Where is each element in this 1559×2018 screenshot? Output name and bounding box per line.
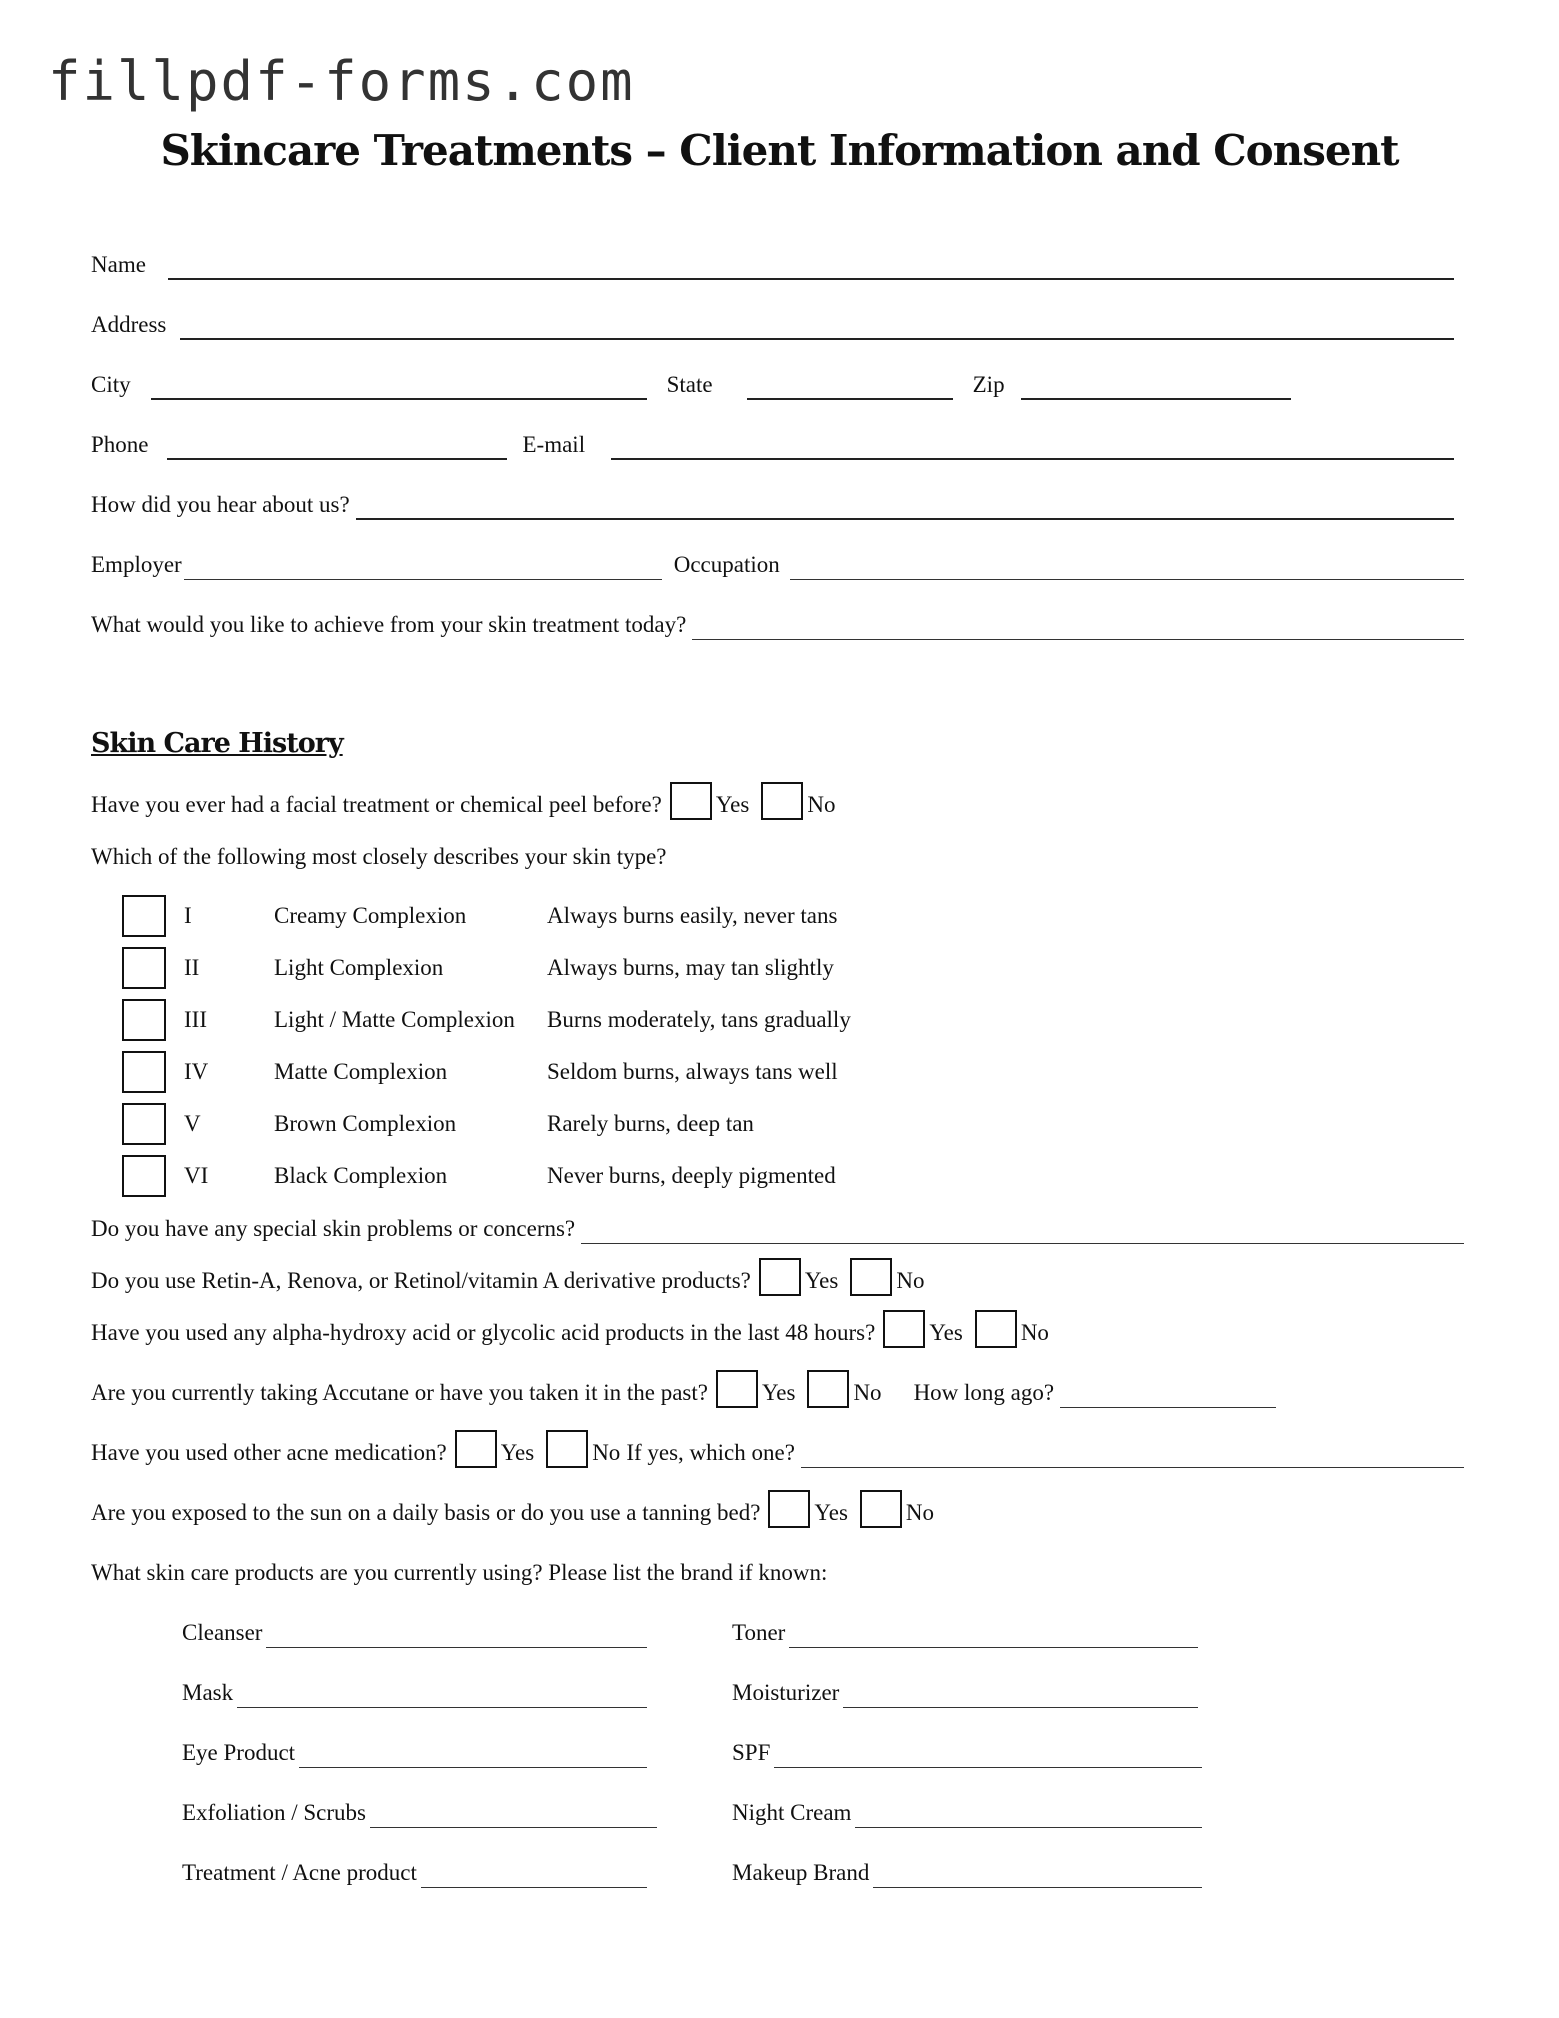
state-label: State — [666, 372, 713, 397]
skin-type-description: Creamy Complexion — [274, 903, 467, 928]
phone-email-row — [91, 420, 1464, 460]
name-field[interactable] — [168, 250, 1454, 280]
acne-yes-checkbox[interactable] — [455, 1430, 497, 1468]
yes-label: Yes — [814, 1500, 848, 1525]
skin-type-description: Light / Matte Complexion — [274, 1007, 515, 1032]
employer-occupation-row — [91, 540, 1464, 580]
skin-type-note: Always burns easily, never tans — [547, 903, 838, 928]
address-label: Address — [91, 312, 167, 337]
how-long-field[interactable] — [1060, 1379, 1276, 1408]
how-long-label: How long ago? — [913, 1380, 1055, 1405]
phone-field[interactable] — [167, 430, 507, 460]
acne-which-field[interactable] — [801, 1439, 1464, 1468]
city-state-zip-row — [91, 360, 1464, 400]
skin-type-checkbox[interactable] — [122, 1051, 166, 1093]
product-row — [732, 1848, 1202, 1888]
product-label: Moisturizer — [732, 1680, 840, 1705]
accutane-row — [91, 1368, 1286, 1408]
product-row — [732, 1788, 1202, 1828]
state-field[interactable] — [747, 370, 953, 400]
skin-type-description: Matte Complexion — [274, 1059, 448, 1084]
no-label: No — [1020, 1320, 1049, 1345]
product-row — [732, 1608, 1198, 1648]
product-field[interactable] — [855, 1799, 1202, 1828]
product-field[interactable] — [774, 1739, 1202, 1768]
skin-type-checkbox[interactable] — [122, 1103, 166, 1145]
product-label: Makeup Brand — [732, 1860, 870, 1885]
alpha-row — [91, 1308, 1053, 1348]
product-label: Eye Product — [182, 1740, 296, 1765]
alpha-question: Have you used any alpha-hydroxy acid or glycolic acid products in the last 48 hours? — [91, 1320, 876, 1345]
product-row — [182, 1848, 647, 1888]
product-row — [732, 1668, 1198, 1708]
skin-type-number: V — [184, 1111, 201, 1136]
sun-no-checkbox[interactable] — [860, 1490, 902, 1528]
city-field[interactable] — [151, 370, 647, 400]
skin-type-question: Which of the following most closely describes your skin type? — [91, 844, 667, 869]
email-field[interactable] — [611, 430, 1454, 460]
skin-type-note: Never burns, deeply pigmented — [547, 1163, 836, 1188]
skin-type-description: Brown Complexion — [274, 1111, 457, 1136]
problems-question: Do you have any special skin problems or concerns? — [91, 1216, 576, 1241]
skin-type-checkbox[interactable] — [122, 1155, 166, 1197]
form-title: Skincare Treatments – Client Information and Consent — [160, 126, 1399, 175]
facial-yes-checkbox[interactable] — [670, 782, 712, 820]
achieve-label: What would you like to achieve from your skin treatment today? — [91, 612, 687, 637]
sun-yes-checkbox[interactable] — [768, 1490, 810, 1528]
employer-field[interactable] — [184, 551, 662, 580]
product-row — [182, 1668, 647, 1708]
acne-row — [91, 1428, 1464, 1468]
retin-row — [91, 1256, 928, 1296]
retin-question: Do you use Retin-A, Renova, or Retinol/vitamin A derivative products? — [91, 1268, 751, 1293]
skin-type-number: IV — [184, 1059, 209, 1084]
name-row — [91, 240, 1464, 280]
skin-type-row — [122, 1154, 836, 1198]
product-field[interactable] — [789, 1619, 1198, 1648]
product-row — [182, 1608, 647, 1648]
product-row — [182, 1728, 647, 1768]
email-label: E-mail — [522, 432, 586, 457]
yes-label: Yes — [500, 1440, 535, 1465]
accutane-question: Are you currently taking Accutane or have you taken it in the past? — [91, 1380, 708, 1405]
yes-label: Yes — [761, 1380, 796, 1405]
product-field[interactable] — [873, 1859, 1202, 1888]
product-field[interactable] — [266, 1619, 647, 1648]
acne-question: Have you used other acne medication? — [91, 1440, 447, 1465]
product-label: Cleanser — [182, 1620, 263, 1645]
zip-field[interactable] — [1021, 370, 1291, 400]
sun-row — [91, 1488, 938, 1528]
hear-label: How did you hear about us? — [91, 492, 350, 517]
facial-question: Have you ever had a facial treatment or chemical peel before? — [91, 792, 662, 817]
skin-care-history-heading: Skin Care History — [91, 728, 343, 759]
sun-question: Are you exposed to the sun on a daily basis or do you use a tanning bed? — [91, 1500, 761, 1525]
no-label: No — [592, 1440, 621, 1465]
yes-label: Yes — [804, 1268, 839, 1293]
yes-label: Yes — [929, 1320, 963, 1345]
alpha-yes-checkbox[interactable] — [883, 1310, 925, 1348]
occupation-field[interactable] — [790, 551, 1464, 580]
achieve-row — [91, 600, 1464, 640]
skin-type-number: I — [184, 903, 192, 928]
hear-field[interactable] — [356, 490, 1454, 520]
product-label: Night Cream — [732, 1800, 852, 1825]
name-label: Name — [91, 252, 146, 277]
skin-type-row — [122, 894, 838, 938]
skin-type-number: VI — [184, 1163, 209, 1188]
products-question: What skin care products are you currently using? Please list the brand if known: — [91, 1560, 828, 1585]
no-label: No — [853, 1380, 882, 1405]
product-label: SPF — [732, 1740, 771, 1765]
no-label: No — [807, 792, 836, 817]
accutane-no-checkbox[interactable] — [807, 1370, 849, 1408]
skin-type-number: II — [184, 955, 200, 980]
accutane-yes-checkbox[interactable] — [716, 1370, 758, 1408]
retin-no-checkbox[interactable] — [850, 1258, 892, 1296]
skin-type-note: Burns moderately, tans gradually — [547, 1007, 851, 1032]
hear-row — [91, 480, 1464, 520]
product-row — [732, 1728, 1202, 1768]
skin-type-checkbox[interactable] — [122, 999, 166, 1041]
no-label: No — [905, 1500, 935, 1525]
product-row — [182, 1788, 657, 1828]
phone-label: Phone — [91, 432, 149, 457]
skin-type-number: III — [184, 1007, 207, 1032]
zip-label: Zip — [972, 372, 1005, 397]
watermark: fillpdf-forms.com — [48, 50, 635, 113]
product-field[interactable] — [237, 1679, 647, 1708]
skin-type-note: Rarely burns, deep tan — [547, 1111, 754, 1136]
skin-type-row — [122, 946, 834, 990]
skin-type-row — [122, 998, 851, 1042]
skin-type-checkbox[interactable] — [122, 895, 166, 937]
skin-type-note: Always burns, may tan slightly — [547, 955, 834, 980]
achieve-field[interactable] — [692, 611, 1464, 640]
facial-no-checkbox[interactable] — [761, 782, 803, 820]
products-question-row — [91, 1548, 1464, 1588]
product-field[interactable] — [370, 1799, 657, 1828]
problems-field[interactable] — [581, 1215, 1464, 1244]
acne-no-checkbox[interactable] — [546, 1430, 588, 1468]
product-label: Mask — [182, 1680, 234, 1705]
skin-type-note: Seldom burns, always tans well — [547, 1059, 838, 1084]
skin-type-row — [122, 1102, 754, 1146]
if-yes-label: If yes, which one? — [626, 1440, 795, 1465]
skin-type-description: Black Complexion — [274, 1163, 448, 1188]
city-label: City — [91, 372, 131, 397]
address-row — [91, 300, 1464, 340]
no-label: No — [896, 1268, 925, 1293]
product-field[interactable] — [843, 1679, 1198, 1708]
facial-question-row — [91, 780, 839, 820]
address-field[interactable] — [180, 310, 1454, 340]
skin-type-description: Light Complexion — [274, 955, 444, 980]
retin-yes-checkbox[interactable] — [759, 1258, 801, 1296]
problems-row — [91, 1204, 1464, 1244]
occupation-label: Occupation — [673, 552, 780, 577]
alpha-no-checkbox[interactable] — [975, 1310, 1017, 1348]
employer-label: Employer — [91, 552, 182, 577]
product-field[interactable] — [421, 1859, 647, 1888]
skin-type-checkbox[interactable] — [122, 947, 166, 989]
yes-label: Yes — [715, 792, 750, 817]
product-field[interactable] — [299, 1739, 647, 1768]
skin-type-question-row — [91, 832, 1464, 872]
skin-type-row — [122, 1050, 838, 1094]
product-label: Treatment / Acne product — [182, 1860, 417, 1885]
product-label: Exfoliation / Scrubs — [182, 1800, 366, 1825]
product-label: Toner — [732, 1620, 786, 1645]
